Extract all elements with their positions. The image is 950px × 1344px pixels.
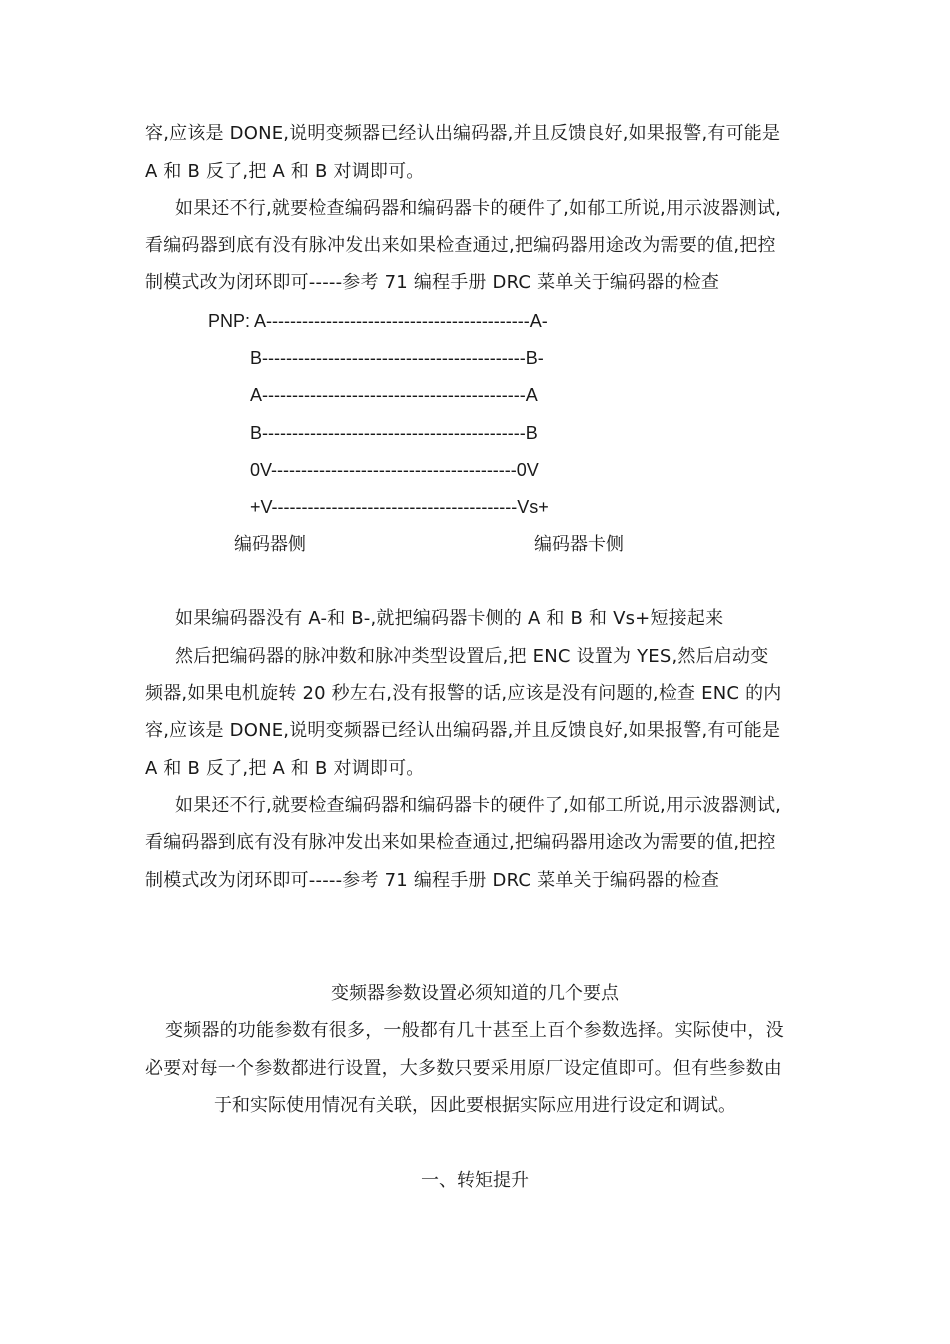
wiring-row: B--------------------------------------------B- xyxy=(250,348,544,368)
section-subheading: 一、转矩提升 xyxy=(421,1170,529,1191)
text-line: A 和 B 反了,把 A 和 B 对调即可。 xyxy=(145,758,425,779)
text-line: 如果还不行,就要检查编码器和编码器卡的硬件了,如郁工所说,用示波器测试, xyxy=(175,198,782,219)
text-line: 制模式改为闭环即可-----参考 71 编程手册 DRC 菜单关于编码器的检查 xyxy=(145,272,720,293)
text-line: 必要对每一个参数都进行设置，大多数只要采用原厂设定值即可。但有些参数由 xyxy=(145,1058,782,1079)
wiring-row: B--------------------------------------------B xyxy=(250,423,538,443)
text-line: 看编码器到底有没有脉冲发出来如果检查通过,把编码器用途改为需要的值,把控 xyxy=(145,832,776,853)
wiring-row: 0V-----------------------------------------0V xyxy=(250,460,539,480)
encoder-card-side-label: 编码器卡侧 xyxy=(534,534,624,555)
text-line: 于和实际使用情况有关联，因此要根据实际应用进行设定和调试。 xyxy=(214,1095,736,1116)
text-line: 容,应该是 DONE,说明变频器已经认出编码器,并且反馈良好,如果报警,有可能是 xyxy=(145,720,781,741)
text-line: 容,应该是 DONE,说明变频器已经认出编码器,并且反馈良好,如果报警,有可能是 xyxy=(145,123,781,144)
text-line: A 和 B 反了,把 A 和 B 对调即可。 xyxy=(145,161,425,182)
wiring-row: PNP: A--------------------------------------------A- xyxy=(208,311,548,331)
text-line: 然后把编码器的脉冲数和脉冲类型设置后,把 ENC 设置为 YES,然后启动变 xyxy=(175,646,769,667)
wiring-row: A--------------------------------------------A xyxy=(250,385,538,405)
text-line: 如果还不行,就要检查编码器和编码器卡的硬件了,如郁工所说,用示波器测试, xyxy=(175,795,782,816)
section-title: 变频器参数设置必须知道的几个要点 xyxy=(331,983,619,1004)
text-line: 如果编码器没有 A-和 B-,就把编码器卡侧的 A 和 B 和 Vs+短接起来 xyxy=(175,608,724,629)
wiring-row: +V-----------------------------------------Vs+ xyxy=(250,497,549,517)
encoder-side-label: 编码器侧 xyxy=(234,534,306,555)
text-line: 制模式改为闭环即可-----参考 71 编程手册 DRC 菜单关于编码器的检查 xyxy=(145,870,720,891)
text-line: 看编码器到底有没有脉冲发出来如果检查通过,把编码器用途改为需要的值,把控 xyxy=(145,235,776,256)
text-line: 频器,如果电机旋转 20 秒左右,没有报警的话,应该是没有问题的,检查 ENC 的内 xyxy=(145,683,782,704)
text-line: 变频器的功能参数有很多，一般都有几十甚至上百个参数选择。实际使中，没 xyxy=(165,1020,784,1041)
